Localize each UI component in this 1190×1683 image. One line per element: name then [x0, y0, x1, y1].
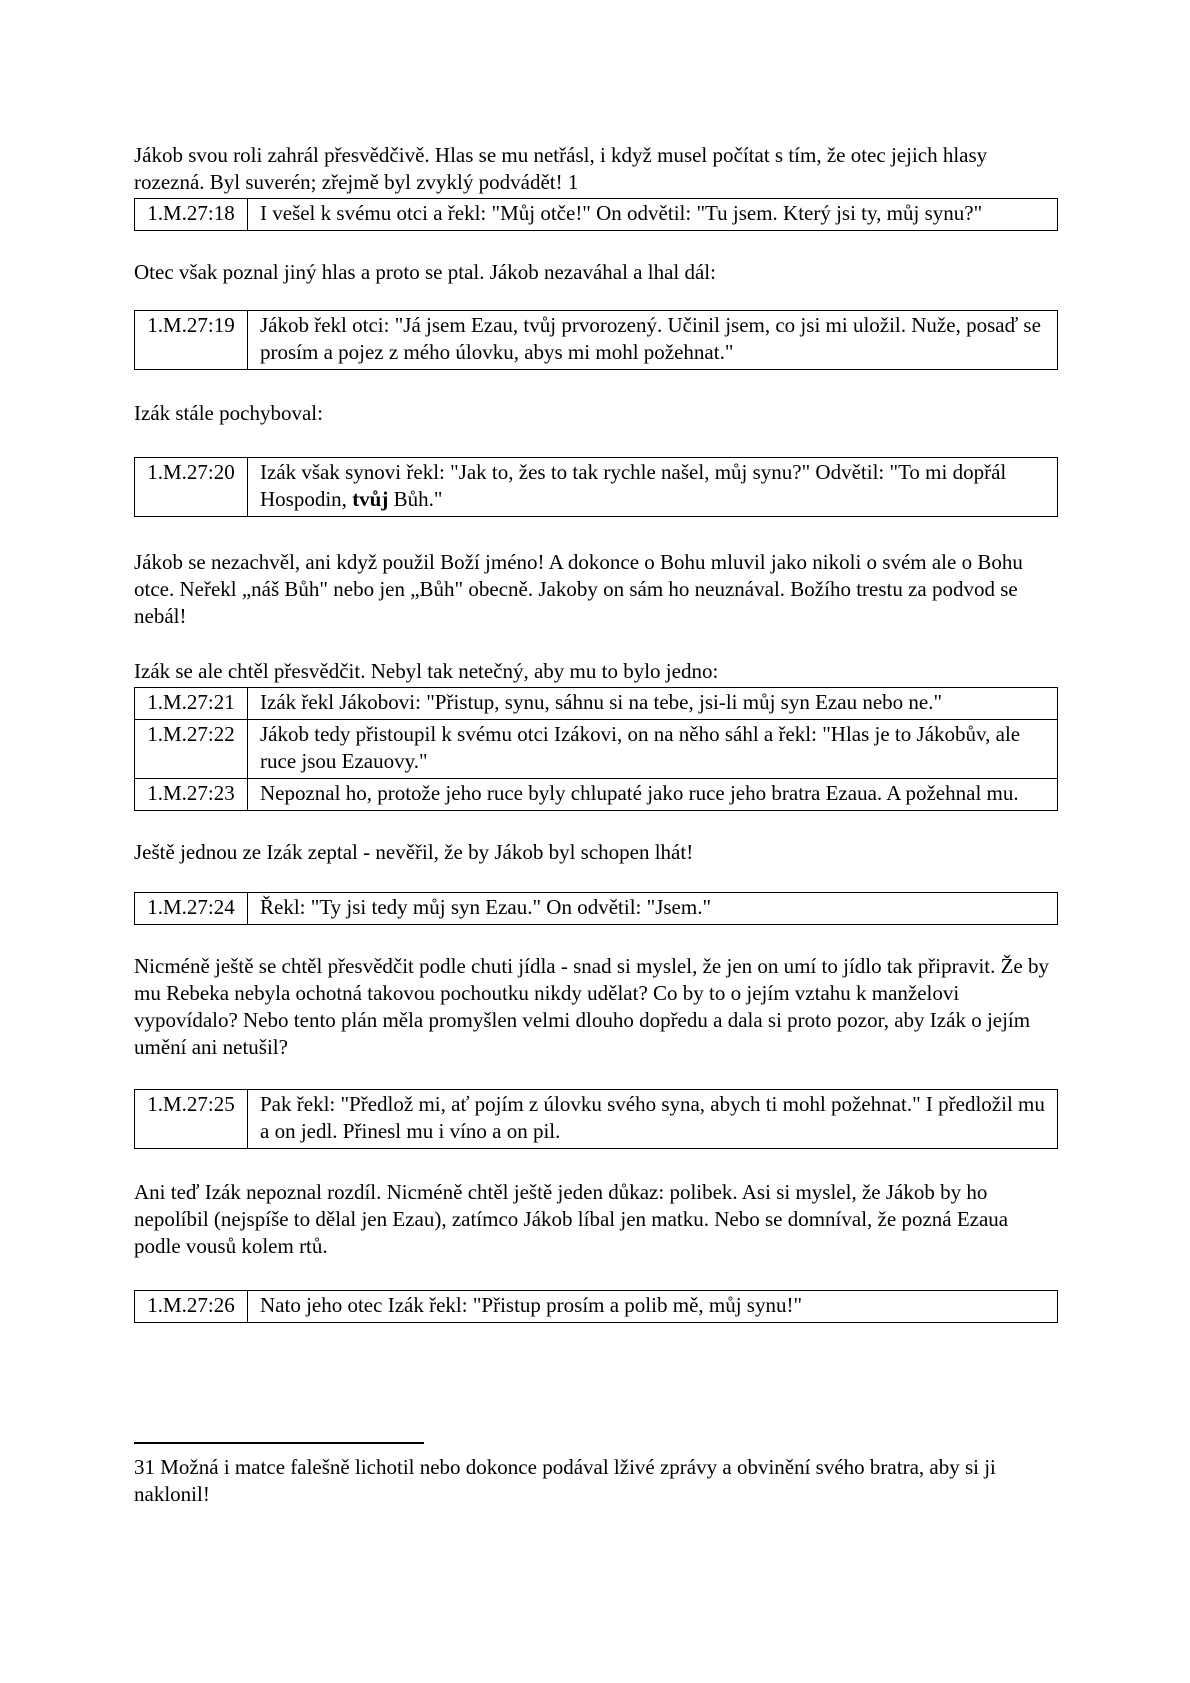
verse-table-27-20 [134, 457, 1058, 517]
verse-ref: 1.M.27:19 [135, 311, 248, 370]
table-row [135, 1090, 1058, 1149]
paragraph-jakob-role: Jákob svou roli zahrál přesvědčivě. Hlas se mu netřásl, i když musel počítat s tím, že otec jejich hlasy rozezná. Byl suverén; zřejmě byl zvyklý podvádět! 1 [134, 143, 988, 194]
verse-ref: 1.M.27:24 [135, 893, 248, 925]
footnote-text: 31 Možná i matce falešně lichotil nebo dokonce podával lživé zprávy a obvinění svého bratra, aby si ji naklonil! [134, 1455, 996, 1506]
table-row [135, 720, 1058, 779]
verse-text [248, 458, 1058, 517]
verse-text-bold: tvůj [352, 487, 389, 511]
table-row [135, 199, 1058, 231]
verse-text: Nepoznal ho, protože jeho ruce byly chlupaté jako ruce jeho bratra Ezaua. A požehnal mu. [248, 779, 1058, 811]
document-body [134, 142, 1058, 1323]
verse-table-27-18 [134, 198, 1058, 231]
paragraph-izak-pochyboval: Izák stále pochyboval: [134, 401, 323, 425]
verse-ref: 1.M.27:25 [135, 1090, 248, 1149]
table-row [135, 311, 1058, 370]
verse-ref: 1.M.27:18 [135, 199, 248, 231]
paragraph-nicmene-chut: Nicméně ještě se chtěl přesvědčit podle chuti jídla - snad si myslel, že jen on umí to jídlo tak připravit. Že by mu Rebeka nebyla ochotná takovou pochoutku nikdy udělat? Co by to o jejím vztahu k manželovi vypovídalo? Nebo tento plán měla promyšlen velmi dlouho dopředu a dala si proto pozor, aby Izák o jejím umění ani netušil? [134, 954, 1050, 1059]
paragraph-ani-ted: Ani teď Izák nepoznal rozdíl. Nicméně chtěl ještě jeden důkaz: polibek. Asi si myslel, že Jákob by ho nepolíbil (nejspíše to dělal jen Ezau), zatímco Jákob líbal jen matku. Nebo se domníval, že pozná Ezaua podle vousů kolem rtů. [134, 1180, 1009, 1258]
paragraph-jakob-nezachvel: Jákob se nezachvěl, ani když použil Boží jméno! A dokonce o Bohu mluvil jako nikoli o svém ale o Bohu otce. Neřekl „náš Bůh" nebo jen „Bůh" obecně. Jakoby on sám ho neuznával. Božího trestu za podvod se nebál! [134, 550, 1023, 628]
verse-text: Nato jeho otec Izák řekl: "Přistup prosím a polib mě, můj synu!" [248, 1291, 1058, 1323]
verse-table-27-19 [134, 310, 1058, 370]
verse-ref: 1.M.27:23 [135, 779, 248, 811]
verse-text-part: Izák však synovi řekl: "Jak to, žes to tak rychle našel, můj synu?" Odvětil: "To mi dopřál Hospodin, [260, 460, 1007, 511]
verse-table-27-21-23 [134, 687, 1058, 811]
paragraph-otec-poznal: Otec však poznal jiný hlas a proto se ptal. Jákob nezaváhal a lhal dál: [134, 260, 716, 284]
verse-text: Řekl: "Ty jsi tedy můj syn Ezau." On odvětil: "Jsem." [248, 893, 1058, 925]
table-row [135, 1291, 1058, 1323]
verse-text: Jákob tedy přistoupil k svému otci Izákovi, on na něho sáhl a řekl: "Hlas je to Jákobův, ale ruce jsou Ezauovy." [248, 720, 1058, 779]
verse-ref: 1.M.27:26 [135, 1291, 248, 1323]
verse-text: Jákob řekl otci: "Já jsem Ezau, tvůj prvorozený. Učinil jsem, co jsi mi uložil. Nuže, posaď se prosím a pojez z mého úlovku, abys mi mohl požehnat." [248, 311, 1058, 370]
verse-table-27-25 [134, 1089, 1058, 1149]
verse-text: I vešel k svému otci a řekl: "Můj otče!" On odvětil: "Tu jsem. Který jsi ty, můj synu?" [248, 199, 1058, 231]
verse-text: Pak řekl: "Předlož mi, ať pojím z úlovku svého syna, abych ti mohl požehnat." I předložil mu a on jedl. Přinesl mu i víno a on pil. [248, 1090, 1058, 1149]
verse-ref: 1.M.27:21 [135, 688, 248, 720]
paragraph-jeste-jednou: Ještě jednou ze Izák zeptal - nevěřil, že by Jákob byl schopen lhát! [134, 840, 694, 864]
footnote-separator [134, 1442, 424, 1444]
table-row [135, 779, 1058, 811]
footnote-area [134, 1442, 1058, 1508]
verse-ref: 1.M.27:22 [135, 720, 248, 779]
table-row [135, 458, 1058, 517]
paragraph-izak-presvedcit: Izák se ale chtěl přesvědčit. Nebyl tak netečný, aby mu to bylo jedno: [134, 659, 719, 683]
verse-table-27-24 [134, 892, 1058, 925]
verse-ref: 1.M.27:20 [135, 458, 248, 517]
table-row [135, 893, 1058, 925]
verse-text-part: Bůh." [388, 487, 443, 511]
verse-table-27-26 [134, 1290, 1058, 1323]
verse-text: Izák řekl Jákobovi: "Přistup, synu, sáhnu si na tebe, jsi-li můj syn Ezau nebo ne." [248, 688, 1058, 720]
table-row [135, 688, 1058, 720]
